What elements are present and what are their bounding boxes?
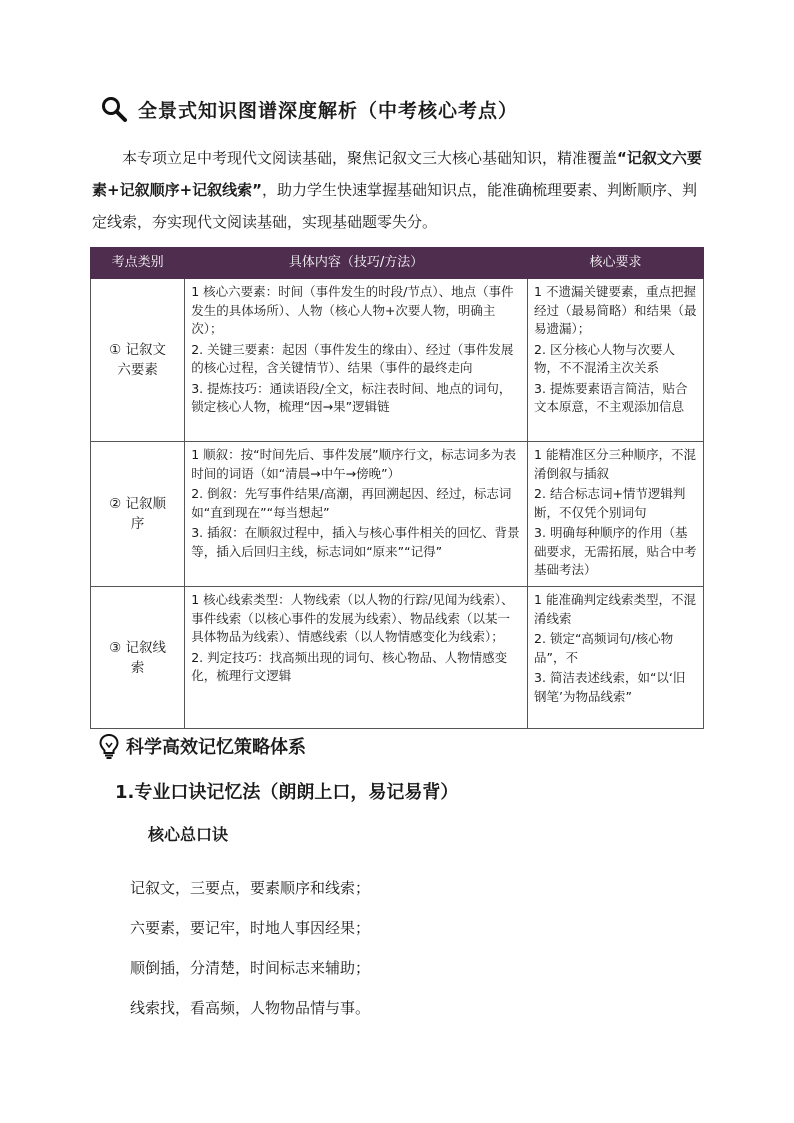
list-item: 线索找，看高频，人物物品情与事。: [130, 999, 371, 1017]
content-item: 2. 倒叙：先写事件结果/高潮，再回溯起因、经过，标志词如“直到现在”“每当想起”: [191, 486, 512, 520]
content-cell: [185, 279, 528, 442]
lightbulb-icon: [98, 733, 120, 759]
category-cell: ① 记叙文六要素: [91, 279, 185, 442]
table-header-row: [91, 248, 704, 279]
content-item: 1 核心线索类型：人物线索（以人物的行踪/见闻为线索）、事件线索（以核心事件的发展为线索）、物品线索（以某一具体物品为线索）、情感线索（以人物情感变化为线索）；: [191, 592, 514, 644]
page-title: 全景式知识图谱深度解析（中考核心考点）: [138, 99, 519, 122]
requirement-item: 3. 明确每种顺序的作用（基础要求，无需拓展，贴合中考基础考法）: [534, 525, 697, 577]
category-cell: ③ 记叙线索: [91, 587, 185, 729]
memory-section-heading: [98, 733, 306, 759]
intro-text-1: 本专项立足中考现代文阅读基础，聚焦记叙文三大核心基础知识，精准覆盖: [122, 149, 618, 167]
subsection-title: 1.专业口诀记忆法（朗朗上口，易记易背）: [115, 782, 459, 803]
table-row: [91, 279, 704, 442]
column-header-requirements: 核心要求: [528, 248, 704, 279]
mnemonic-list: [130, 878, 370, 1038]
subsection-heading: 核心总口诀: [148, 825, 229, 844]
knowledge-table: [90, 247, 704, 729]
requirement-cell: [528, 442, 704, 587]
requirement-item: 3. 简洁表述线索，如“以‘旧钢笔’为物品线索”: [534, 670, 686, 704]
content-item: 2. 判定技巧：找高频出现的词句、核心物品、人物情感变化，梳理行文逻辑: [191, 649, 508, 683]
list-item: 顺倒插，分清楚，时间标志来辅助；: [130, 959, 371, 977]
list-item: 记叙文，三要点，要素顺序和线索；: [130, 879, 371, 897]
list-item: 六要素，要记牢，时地人事因经果；: [130, 919, 371, 937]
table-row: [91, 587, 704, 729]
requirement-item: 2. 锁定“高频词句/核心物品”，不: [534, 631, 674, 665]
section-title: 科学高效记忆策略体系: [126, 737, 306, 758]
intro-text-2: ，助力学生快速掌握基础知识点，能准确梳理要素、判断顺序、判定线索，夯实现代文阅读基础，实现基础题零失分。: [92, 181, 698, 231]
table-row: [91, 442, 704, 587]
page-title-row: [100, 95, 518, 123]
content-item: 2. 关键三要素：起因（事件发生的缘由）、经过（事件发展的核心过程，含关键情节）、结果（事件的最终走向: [191, 341, 514, 375]
requirement-item: 1 能准确判定线索类型，不混淆线索: [534, 592, 696, 626]
column-header-category: 考点类别: [91, 248, 185, 279]
intro-paragraph: [92, 142, 704, 238]
column-header-content: 具体内容（技巧/方法）: [185, 248, 528, 279]
requirement-cell: [528, 279, 704, 442]
content-cell: [185, 442, 528, 587]
requirement-item: 3. 提炼要素语言简洁，贴合文本原意，不主观添加信息: [534, 380, 688, 414]
requirement-item: 1 不遗漏关键要素，重点把握经过（最易简略）和结果（最易遗漏）；: [534, 284, 697, 336]
requirement-cell: [528, 587, 704, 729]
content-item: 1 顺叙：按“时间先后、事件发展”顺序行文，标志词多为表时间的词语（如“清晨→中午→傍晚”）: [191, 447, 517, 481]
requirement-item: 2. 结合标志词+情节逻辑判断，不仅凭个别词句: [534, 486, 686, 520]
content-item: 3. 插叙：在顺叙过程中，插入与核心事件相关的回忆、背景等，插入后回归主线，标志词如“原来”“记得”: [191, 525, 520, 559]
requirement-item: 2. 区分核心人物与次要人物，不不混淆主次关系: [534, 341, 675, 375]
category-cell: ② 记叙顺序: [91, 442, 185, 587]
content-item: 1 核心六要素：时间（事件发生的时段/节点）、地点（事件发生的具体场所）、人物（核心人物+次要人物，明确主次）；: [191, 284, 514, 336]
content-item: 3. 提炼技巧：通读语段/全文，标注表时间、地点的词句，锁定核心人物，梳理“因→果”逻辑链: [191, 380, 512, 414]
content-cell: [185, 587, 528, 729]
requirement-item: 1 能精准区分三种顺序，不混淆倒叙与插叙: [534, 447, 696, 481]
magnifier-icon: [100, 95, 128, 123]
intro-emphasis: “记叙文六要素+记叙顺序+记叙线索”: [92, 149, 702, 199]
